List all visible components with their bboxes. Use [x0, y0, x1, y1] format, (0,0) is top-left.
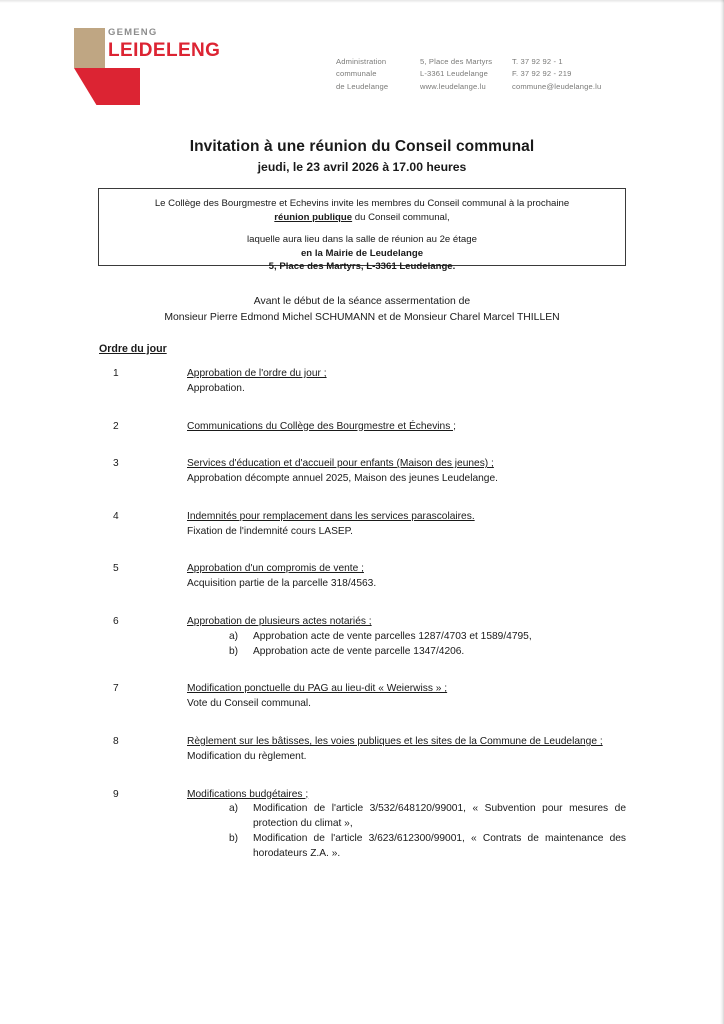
- agenda-sub-item: [187, 832, 626, 862]
- contact-column-phone-email: [512, 56, 662, 93]
- contact-phone: T. 37 92 92 - 1: [512, 57, 563, 66]
- agenda-item-body: [187, 615, 626, 659]
- contact-column-administration: [336, 56, 420, 93]
- agenda-item-description: Approbation.: [187, 382, 245, 394]
- agenda-sub-letter: b): [229, 645, 239, 657]
- agenda-item-number: 3: [113, 458, 119, 470]
- document-header: [0, 0, 724, 120]
- agenda-sub-item: [187, 802, 626, 832]
- agenda-item-body: [187, 788, 626, 862]
- invitation-line-2: [99, 211, 625, 225]
- page-title-main: Invitation à une réunion du Conseil communal: [189, 138, 535, 155]
- agenda-item: [99, 682, 626, 712]
- agenda-item: [99, 735, 626, 765]
- agenda-sub-letter: b): [229, 832, 239, 844]
- municipality-logo: [74, 28, 304, 106]
- contact-line: 5, Place des Martyrs: [420, 57, 493, 66]
- logo-text: [108, 28, 220, 60]
- agenda-sub-text: Modification de l'article 3/532/648120/99001, « Subvention pour mesures de protection du climat »,: [253, 803, 626, 830]
- invitation-line-5: 5, Place des Martyrs, L-3361 Leudelange.: [268, 261, 456, 273]
- agenda-item-title: Approbation de plusieurs actes notariés ;: [187, 616, 372, 628]
- agenda-item-body: [187, 562, 626, 592]
- contact-fax: F. 37 92 92 - 219: [512, 69, 572, 79]
- oath-notice: [0, 294, 724, 325]
- agenda-item-number: 4: [113, 510, 119, 522]
- agenda-item-body: [187, 457, 626, 487]
- agenda-item-number: 5: [113, 563, 119, 575]
- agenda-item-description: Modification du règlement.: [187, 750, 307, 762]
- invitation-public-meeting-emphasis: réunion publique: [274, 211, 353, 223]
- agenda-sub-text: Approbation acte de vente parcelle 1347/4206.: [253, 645, 465, 657]
- agenda-item: [99, 420, 626, 435]
- contact-column-address: [420, 56, 512, 93]
- agenda-item-title: Modification ponctuelle du PAG au lieu-dit « Weierwiss » ;: [187, 683, 448, 695]
- agenda-item-title: Approbation d'un compromis de vente ;: [187, 563, 364, 575]
- agenda-item-number: 9: [113, 788, 119, 800]
- agenda-item-body: [187, 682, 626, 712]
- agenda-item-number: 2: [113, 420, 119, 432]
- agenda-item-title: Modifications budgétaires ;: [187, 788, 309, 800]
- invitation-line-3: laquelle aura lieu dans la salle de réunion au 2e étage: [247, 234, 477, 246]
- agenda-item-number: 8: [113, 735, 119, 747]
- agenda-item-title: Services d'éducation et d'accueil pour enfants (Maison des jeunes) ;: [187, 458, 494, 470]
- agenda-item: [99, 510, 626, 540]
- agenda-item-number: 6: [113, 616, 119, 628]
- logo-gemeng-label: GEMENG: [108, 27, 158, 38]
- agenda-sub-item: [187, 630, 626, 645]
- agenda-sub-list: [187, 802, 626, 861]
- agenda-item-title: Indemnités pour remplacement dans les services parascolaires.: [187, 510, 475, 522]
- page-title: [0, 138, 724, 174]
- page-title-date: jeudi, le 23 avril 2026 à 17.00 heures: [257, 160, 467, 174]
- invitation-line-4: en la Mairie de Leudelange: [300, 247, 424, 259]
- agenda-item: [99, 367, 626, 397]
- agenda-item-description: Acquisition partie de la parcelle 318/4563.: [187, 578, 377, 590]
- agenda-item: [99, 788, 626, 862]
- agenda-item-number: 7: [113, 683, 119, 695]
- agenda-item: [99, 562, 626, 592]
- agenda-list: [99, 367, 626, 884]
- contact-website-link[interactable]: www.leudelange.lu: [420, 81, 486, 91]
- agenda-item-title: Communications du Collège des Bourgmestre et Échevins ;: [187, 420, 456, 432]
- agenda-sub-item: [187, 645, 626, 660]
- agenda-heading: Ordre du jour: [99, 343, 167, 355]
- agenda-item: [99, 615, 626, 659]
- agenda-item-title: Règlement sur les bâtisses, les voies publiques et les sites de la Commune de Leudelange ;: [187, 735, 603, 747]
- agenda-item: [99, 457, 626, 487]
- contact-email-link[interactable]: commune@leudelange.lu: [512, 81, 602, 91]
- agenda-sub-text: Modification de l'article 3/623/612300/99001, « Contrats de maintenance des horodateurs Z.A. ».: [253, 832, 626, 859]
- agenda-item-body: [187, 367, 626, 397]
- agenda-sub-list: [187, 630, 626, 660]
- contact-line: Administration: [336, 57, 387, 66]
- logo-leideleng-label: LEIDELENG: [108, 39, 221, 61]
- invitation-box: [98, 188, 626, 273]
- oath-line-1: Avant le début de la séance assermentation de: [253, 296, 471, 307]
- agenda-sub-text: Approbation acte de vente parcelles 1287/4703 et 1589/4795,: [253, 630, 532, 642]
- agenda-item-body: [187, 735, 626, 765]
- agenda-item-description: Vote du Conseil communal.: [187, 698, 312, 710]
- invitation-line-1: Le Collège des Bourgmestre et Echevins invite les membres du Conseil communal à la prochaine: [154, 198, 570, 209]
- agenda-item-description: Fixation de l'indemnité cours LASEP.: [187, 525, 353, 537]
- agenda-item-body: [187, 510, 626, 540]
- logo-tan-square-icon: [74, 28, 105, 68]
- agenda-item-title: Approbation de l'ordre du jour ;: [187, 368, 327, 379]
- agenda-sub-letter: a): [229, 803, 239, 815]
- contact-line: de Leudelange: [336, 81, 389, 91]
- agenda-item-number: 1: [113, 368, 119, 379]
- invitation-line-2-rest: du Conseil communal,: [352, 211, 450, 223]
- contact-line: L-3361 Leudelange: [420, 69, 489, 79]
- contact-block: [336, 56, 662, 93]
- logo-red-flag-icon: [74, 68, 140, 105]
- agenda-sub-letter: a): [229, 630, 239, 642]
- agenda-item-description: Approbation décompte annuel 2025, Maison des jeunes Leudelange.: [187, 473, 498, 485]
- contact-line: communale: [336, 69, 377, 79]
- oath-line-2: Monsieur Pierre Edmond Michel SCHUMANN et de Monsieur Charel Marcel THILLEN: [164, 311, 560, 323]
- agenda-item-body: [187, 420, 626, 435]
